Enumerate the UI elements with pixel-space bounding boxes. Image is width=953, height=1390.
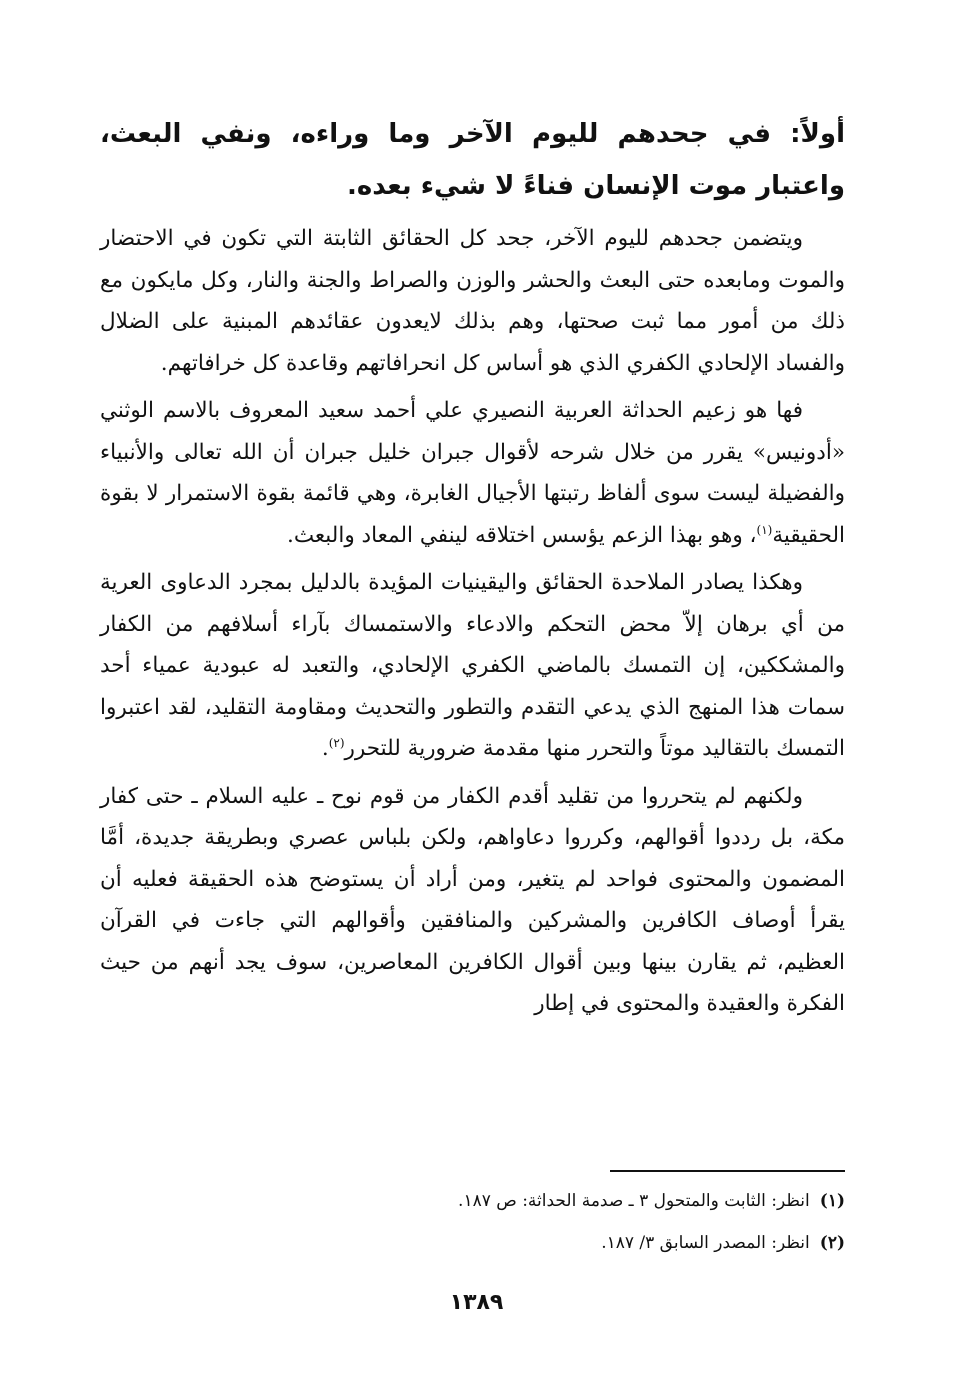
footnote-1: [100, 1180, 845, 1222]
paragraph-2: [100, 390, 845, 556]
paragraph-3-text-after: .: [321, 736, 329, 761]
footnote-2-text: انظر: المصدر السابق ٣/ ١٨٧.: [601, 1233, 810, 1253]
footnote-2: [100, 1222, 845, 1264]
paragraph-1-text: ويتضمن جحدهم لليوم الآخر، جحد كل الحقائق الثابتة التي تكون في الاحتضار والموت ومابعده حتى البعث والحشر والوزن والصراط والجنة والنار، وكل مايكون مع ذلك من أمور مما ثبت صحتها، وهم بذلك لايعدون عقائدهم المبنية على الضلال والفساد الإلحادي الكفري الذي هو أساس كل انحرافاتهم وقاعدة كل خرافاتهم.: [100, 226, 845, 376]
section-heading: أولاً: في جحدهم لليوم الآخر وما وراءه، ونفي البعث، واعتبار موت الإنسان فناءً لا شيء بعده.: [100, 119, 845, 201]
paragraph-2-text-after: ، وهو بهذا الزعم يؤسس اختلاقه لينفي المعاد والبعث.: [286, 522, 757, 548]
footnote-separator: [610, 1170, 845, 1172]
footnote-ref-1[interactable]: (١): [756, 522, 773, 537]
paragraph-1: [100, 218, 845, 384]
footnotes: [100, 1180, 845, 1264]
page-number: ١٣٨٩: [449, 1290, 504, 1315]
footnote-1-number: (١): [819, 1191, 845, 1211]
footnote-1-text: انظر: الثابت والمتحول ٣ ـ صدمة الحداثة: ص ١٨٧.: [458, 1191, 810, 1211]
paragraph-4-text: ولكنهم لم يتحرروا من تقليد أقدم الكفار من قوم نوح ـ عليه السلام ـ حتى كفار مكة، بل رددوا أقوالهم، وكرروا دعاواهم، ولكن بلباس عصري وبطريقة جديدة، أمَّا المضمون والمحتوى فواحد لم يتغير، ومن أراد أن يستوضح هذه الحقيقة فعليه أن يقرأ أوصاف الكافرين والمشركين والمنافقين وأقوالهم التي جاءت في القرآن العظيم، ثم يقارن بينها وبين أقوال الكافرين المعاصرين، سوف يجد أنهم من حيث الفكرة والعقيدة والمحتوى في إطار: [100, 783, 845, 1016]
paragraph-3: [100, 562, 845, 770]
paragraph-3-text: وهكذا يصادر الملاحدة الحقائق واليقينيات المؤيدة بالدليل بمجرد الدعاوى العرية من أي برهان إلاّ محض التحكم والادعاء والاستمساك بآراء أسلافهم من الكفار والمشككين، إن التمسك بالماضي الكفري الإلحادي، والتعبد له عبودية عمياء أحد سمات هذا المنهج الذي يدعي التقدم والتطور والتحديث ومقاومة التقليد، لقد اعتبروا التمسك بالتقاليد موتاً والتحرر منها مقدمة ضرورية للتحرر: [100, 570, 845, 761]
paragraph-2-text: فها هو زعيم الحداثة العربية النصيري علي أحمد سعيد المعروف بالاسم الوثني «أدونيس» يقرر من خلال شرحه لأقوال جبران خليل جبران أن الله تعالى والأنبياء والفضيلة ليست سوى ألفاظ رتبتها الأجيال الغابرة، وهي قائمة بقوة الاستمرار لا بقوة الحقيقية: [100, 398, 845, 548]
footnote-2-number: (٢): [819, 1233, 845, 1253]
footnote-ref-2[interactable]: (٢): [328, 735, 345, 750]
paragraph-4: [100, 776, 845, 1025]
page-body: [100, 108, 845, 1031]
